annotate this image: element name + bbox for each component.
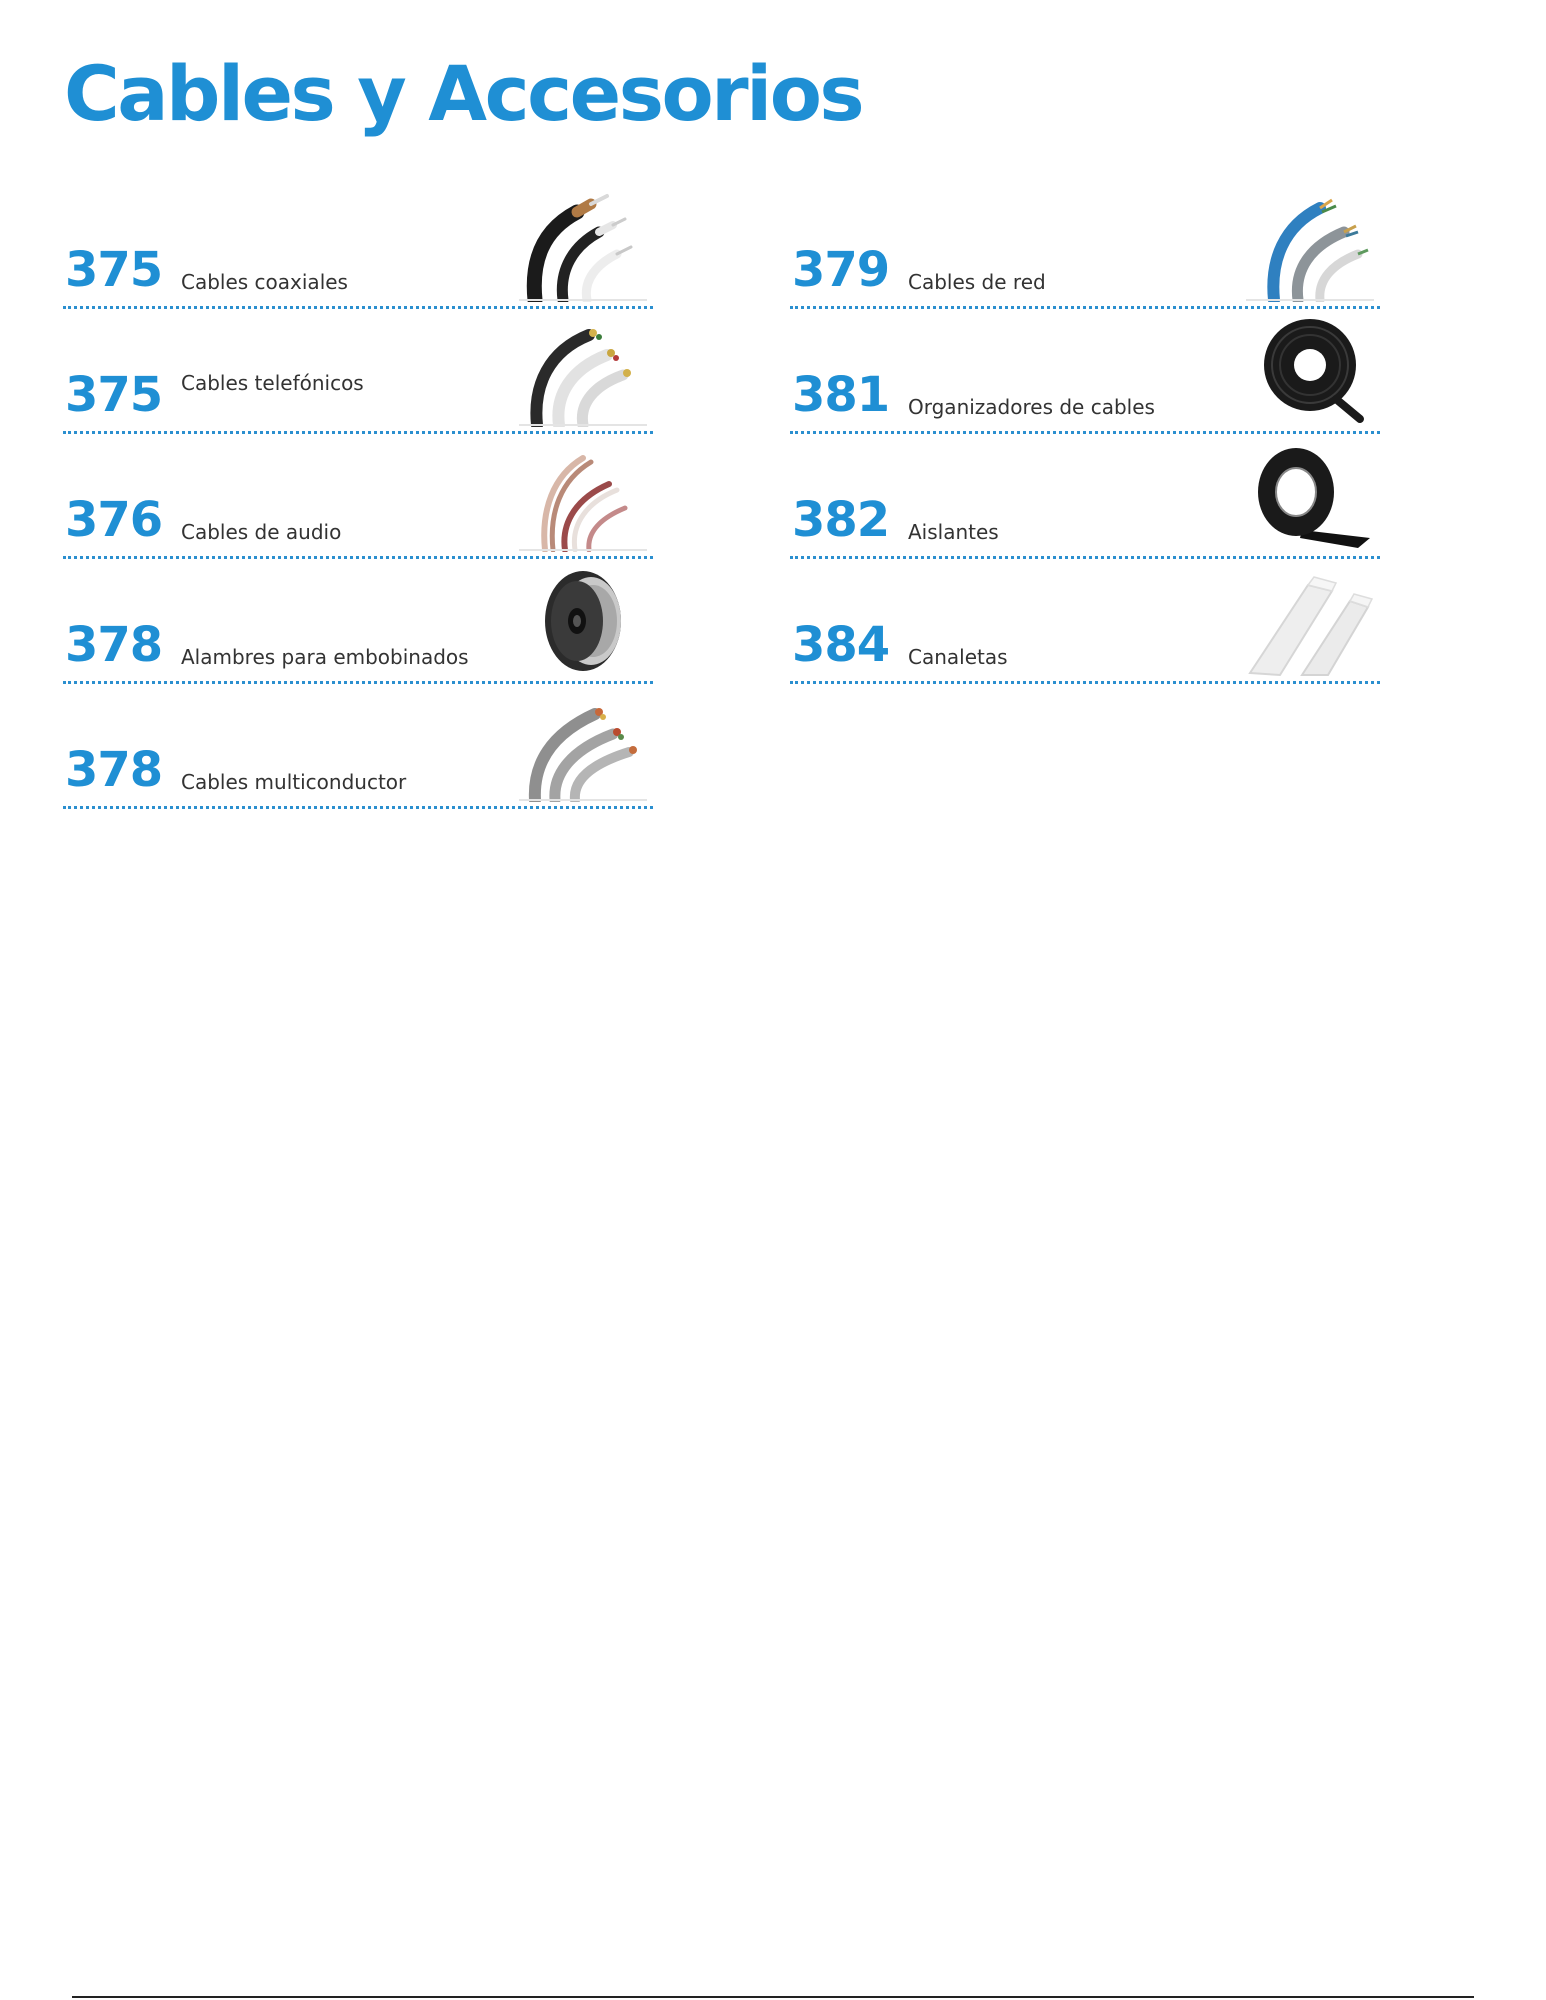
- index-column-right: [790, 186, 1380, 686]
- index-entry-audio[interactable]: [63, 436, 653, 559]
- page-number: 375: [65, 367, 163, 423]
- network-cable-icon: [1240, 190, 1380, 302]
- cable-raceway-icon: [1240, 565, 1380, 677]
- entry-label: Canaletas: [908, 645, 1008, 669]
- entry-label: Aislantes: [908, 520, 999, 544]
- entry-label: Alambres para embobinados: [181, 645, 469, 669]
- index-entry-telephone[interactable]: [63, 311, 653, 434]
- index-entry-coaxial[interactable]: [63, 186, 653, 309]
- footer-divider: [72, 1996, 1474, 1998]
- page-number: 378: [65, 617, 163, 673]
- entry-label: Cables multiconductor: [181, 770, 407, 794]
- page-title: Cables y Accesorios: [64, 49, 863, 138]
- index-entry-multiconductor[interactable]: [63, 686, 653, 809]
- index-entry-insulators[interactable]: [790, 436, 1380, 559]
- page-number: 384: [792, 617, 890, 673]
- page-number: 379: [792, 242, 890, 298]
- audio-cable-icon: [513, 440, 653, 552]
- multiconductor-cable-icon: [513, 690, 653, 802]
- telephone-cable-icon: [513, 315, 653, 427]
- index-entry-organizers[interactable]: [790, 311, 1380, 434]
- entry-label: Cables coaxiales: [181, 270, 348, 294]
- entry-label: Organizadores de cables: [908, 395, 1155, 419]
- entry-label: Cables de audio: [181, 520, 342, 544]
- cable-organizer-icon: [1240, 315, 1380, 427]
- index-column-left: [63, 186, 653, 811]
- wire-spool-icon: [513, 565, 653, 677]
- index-entry-network[interactable]: [790, 186, 1380, 309]
- page-number: 375: [65, 242, 163, 298]
- entry-label: Cables de red: [908, 270, 1046, 294]
- page-number: 376: [65, 492, 163, 548]
- coaxial-cable-icon: [513, 190, 653, 302]
- entry-label: Cables telefónicos: [181, 371, 364, 395]
- index-entry-raceways[interactable]: [790, 561, 1380, 684]
- index-entry-winding-wire[interactable]: [63, 561, 653, 684]
- insulating-tape-icon: [1240, 440, 1380, 552]
- page-number: 378: [65, 742, 163, 798]
- page-number: 381: [792, 367, 890, 423]
- page-number: 382: [792, 492, 890, 548]
